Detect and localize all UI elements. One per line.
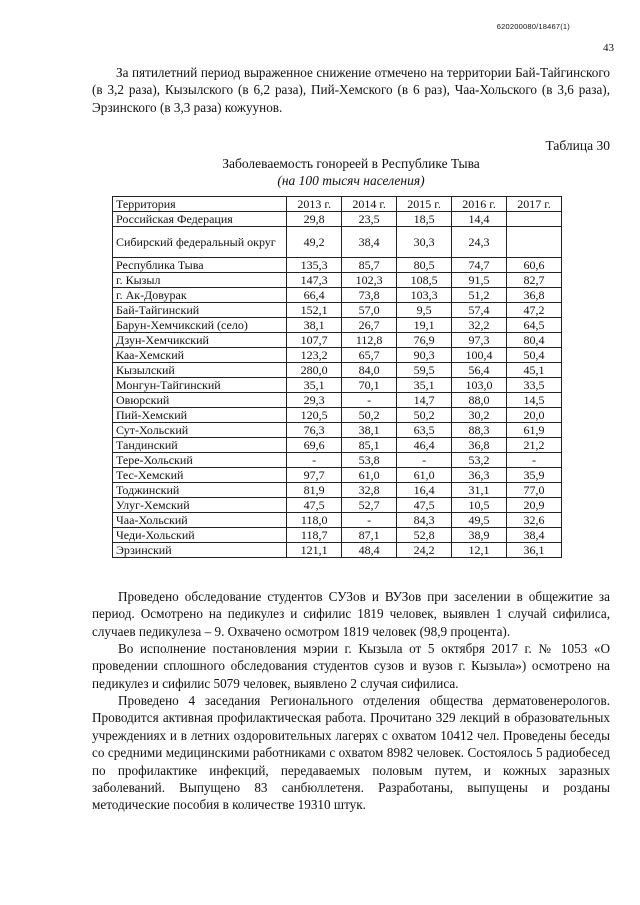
- value-cell: 60,6: [507, 258, 562, 273]
- table-row: [113, 378, 562, 393]
- territory-cell: Эрзинский: [113, 543, 287, 558]
- value-cell: 103,3: [397, 288, 452, 303]
- value-cell: 36,3: [452, 468, 507, 483]
- value-cell: 31,1: [452, 483, 507, 498]
- value-cell: 29,3: [287, 393, 342, 408]
- value-cell: 52,7: [342, 498, 397, 513]
- table-subtitle: (на 100 тысяч населения): [277, 173, 425, 188]
- value-cell: 38,4: [342, 227, 397, 258]
- value-cell: 35,1: [287, 378, 342, 393]
- table-title: Заболеваемость гонореей в Республике Тыва: [222, 156, 480, 171]
- value-cell: 107,7: [287, 333, 342, 348]
- value-cell: 57,4: [452, 303, 507, 318]
- territory-cell: Тес-Хемский: [113, 468, 287, 483]
- value-cell: 32,2: [452, 318, 507, 333]
- value-cell: 50,4: [507, 348, 562, 363]
- value-cell: -: [397, 453, 452, 468]
- value-cell: 57,0: [342, 303, 397, 318]
- value-cell: 56,4: [452, 363, 507, 378]
- value-cell: 16,4: [397, 483, 452, 498]
- value-cell: 21,2: [507, 438, 562, 453]
- territory-cell: Тере-Хольский: [113, 453, 287, 468]
- value-cell: 2017 г.: [507, 197, 562, 212]
- territory-cell: Сут-Хольский: [113, 423, 287, 438]
- value-cell: 103,0: [452, 378, 507, 393]
- value-cell: 73,8: [342, 288, 397, 303]
- value-cell: 61,9: [507, 423, 562, 438]
- value-cell: 84,3: [397, 513, 452, 528]
- value-cell: 84,0: [342, 363, 397, 378]
- table-row: [113, 273, 562, 288]
- value-cell: 29,8: [287, 212, 342, 227]
- value-cell: 108,5: [397, 273, 452, 288]
- value-cell: 63,5: [397, 423, 452, 438]
- value-cell: 61,0: [342, 468, 397, 483]
- value-cell: 88,3: [452, 423, 507, 438]
- intro-paragraph: За пятилетний период выраженное снижение отмечено на территории Бай-Тайгинского (в 3,2 раза), Кызылского (в 6,2 раза), Пий-Хемского (в 6 раз), Чаа-Хольского (в 3,6 раза), Эрзинского (в 3,3 раза) кожуунов.: [92, 65, 610, 115]
- value-cell: 65,7: [342, 348, 397, 363]
- value-cell: 36,8: [452, 438, 507, 453]
- value-cell: 10,5: [452, 498, 507, 513]
- table-row: [113, 227, 562, 258]
- value-cell: 9,5: [397, 303, 452, 318]
- value-cell: 76,3: [287, 423, 342, 438]
- territory-cell: Пий-Хемский: [113, 408, 287, 423]
- value-cell: 36,8: [507, 288, 562, 303]
- value-cell: 18,5: [397, 212, 452, 227]
- value-cell: 36,1: [507, 543, 562, 558]
- territory-cell: Улуг-Хемский: [113, 498, 287, 513]
- value-cell: 24,3: [452, 227, 507, 258]
- table-row: [113, 212, 562, 227]
- value-cell: 97,7: [287, 468, 342, 483]
- value-cell: 45,1: [507, 363, 562, 378]
- value-cell: 59,5: [397, 363, 452, 378]
- value-cell: 14,4: [452, 212, 507, 227]
- table-row: [113, 393, 562, 408]
- table-row: [113, 483, 562, 498]
- value-cell: 35,1: [397, 378, 452, 393]
- value-cell: 2014 г.: [342, 197, 397, 212]
- value-cell: 30,2: [452, 408, 507, 423]
- value-cell: 38,9: [452, 528, 507, 543]
- table-row: [113, 528, 562, 543]
- paragraph-2: Во исполнение постановления мэрии г. Кызыла от 5 октября 2017 г. № 1053 «О проведении сплошного обследования студентов сузов и вузов г. Кызыла») осмотрено на педикулез и сифилис 5079 человек, выявлено 2 случая сифилиса.: [92, 641, 610, 691]
- value-cell: 61,0: [397, 468, 452, 483]
- value-cell: 30,3: [397, 227, 452, 258]
- value-cell: 87,1: [342, 528, 397, 543]
- territory-cell: Российская Федерация: [113, 212, 287, 227]
- value-cell: 147,3: [287, 273, 342, 288]
- territory-cell: Территория: [113, 197, 287, 212]
- value-cell: 2016 г.: [452, 197, 507, 212]
- value-cell: 80,4: [507, 333, 562, 348]
- table-row: [113, 303, 562, 318]
- territory-cell: г. Ак-Довурак: [113, 288, 287, 303]
- value-cell: 69,6: [287, 438, 342, 453]
- value-cell: 120,5: [287, 408, 342, 423]
- table-row: [113, 438, 562, 453]
- table-row: [113, 453, 562, 468]
- value-cell: 38,1: [287, 318, 342, 333]
- page-number: 43: [603, 42, 614, 54]
- value-cell: 121,1: [287, 543, 342, 558]
- value-cell: 50,2: [397, 408, 452, 423]
- territory-cell: Бай-Тайгинский: [113, 303, 287, 318]
- value-cell: 23,5: [342, 212, 397, 227]
- territory-cell: Республика Тыва: [113, 258, 287, 273]
- value-cell: 49,2: [287, 227, 342, 258]
- value-cell: 46,4: [397, 438, 452, 453]
- value-cell: 102,3: [342, 273, 397, 288]
- value-cell: 51,2: [452, 288, 507, 303]
- value-cell: [507, 227, 562, 258]
- value-cell: 20,0: [507, 408, 562, 423]
- table-row: [113, 333, 562, 348]
- value-cell: 100,4: [452, 348, 507, 363]
- value-cell: 47,2: [507, 303, 562, 318]
- value-cell: 52,8: [397, 528, 452, 543]
- value-cell: 19,1: [397, 318, 452, 333]
- value-cell: 50,2: [342, 408, 397, 423]
- table-row: [113, 423, 562, 438]
- table-row: [113, 543, 562, 558]
- value-cell: 82,7: [507, 273, 562, 288]
- value-cell: 32,8: [342, 483, 397, 498]
- value-cell: 32,6: [507, 513, 562, 528]
- value-cell: -: [342, 513, 397, 528]
- value-cell: -: [507, 453, 562, 468]
- table-row: [113, 363, 562, 378]
- value-cell: [507, 212, 562, 227]
- territory-cell: Дзун-Хемчикский: [113, 333, 287, 348]
- table-header-row: [113, 197, 562, 212]
- value-cell: 53,8: [342, 453, 397, 468]
- territory-cell: Тоджинский: [113, 483, 287, 498]
- territory-cell: Барун-Хемчикский (село): [113, 318, 287, 333]
- value-cell: 70,1: [342, 378, 397, 393]
- value-cell: 123,2: [287, 348, 342, 363]
- value-cell: 66,4: [287, 288, 342, 303]
- value-cell: 2015 г.: [397, 197, 452, 212]
- value-cell: 12,1: [452, 543, 507, 558]
- paragraph-1: Проведено обследование студентов СУЗов и ВУЗов при заселении в общежитие за период. Осмотрено на педикулез и сифилис 1819 человек, выявлен 1 случай сифилиса, случаев педикулеза – 9. Охвачено осмотром 1819 человек (98,9 процента).: [92, 589, 610, 639]
- table-row: [113, 318, 562, 333]
- value-cell: 280,0: [287, 363, 342, 378]
- territory-cell: Овюрский: [113, 393, 287, 408]
- value-cell: 35,9: [507, 468, 562, 483]
- value-cell: 85,1: [342, 438, 397, 453]
- value-cell: 2013 г.: [287, 197, 342, 212]
- value-cell: 26,7: [342, 318, 397, 333]
- value-cell: 47,5: [397, 498, 452, 513]
- value-cell: -: [342, 393, 397, 408]
- value-cell: 135,3: [287, 258, 342, 273]
- value-cell: 38,4: [507, 528, 562, 543]
- value-cell: 90,3: [397, 348, 452, 363]
- value-cell: 118,7: [287, 528, 342, 543]
- table-label: Таблица 30: [545, 138, 610, 153]
- value-cell: 49,5: [452, 513, 507, 528]
- value-cell: -: [287, 453, 342, 468]
- value-cell: 112,8: [342, 333, 397, 348]
- value-cell: 88,0: [452, 393, 507, 408]
- table-row: [113, 348, 562, 363]
- value-cell: 48,4: [342, 543, 397, 558]
- value-cell: 152,1: [287, 303, 342, 318]
- table-row: [113, 498, 562, 513]
- value-cell: 24,2: [397, 543, 452, 558]
- territory-cell: Монгун-Тайгинский: [113, 378, 287, 393]
- territory-cell: Чеди-Хольский: [113, 528, 287, 543]
- value-cell: 77,0: [507, 483, 562, 498]
- table-row: [113, 408, 562, 423]
- table-row: [113, 258, 562, 273]
- value-cell: 14,7: [397, 393, 452, 408]
- territory-cell: г. Кызыл: [113, 273, 287, 288]
- territory-cell: Сибирский федеральный округ: [113, 227, 287, 258]
- table-row: [113, 288, 562, 303]
- territory-cell: Тандинский: [113, 438, 287, 453]
- value-cell: 74,7: [452, 258, 507, 273]
- value-cell: 38,1: [342, 423, 397, 438]
- value-cell: 80,5: [397, 258, 452, 273]
- value-cell: 14,5: [507, 393, 562, 408]
- territory-cell: Кызылский: [113, 363, 287, 378]
- value-cell: 64,5: [507, 318, 562, 333]
- value-cell: 118,0: [287, 513, 342, 528]
- paragraph-3: Проведено 4 заседания Регионального отделения общества дерматовенерологов. Проводится активная профилактическая работа. Прочитано 329 лекций в образовательных учреждениях и в летних оздоровительных лагерях с охватом 10412 чел. Проведены беседы со средними медицинскими работниками с охватом 8982 человек. Состоялось 5 радиобесед по профилактике инфекций, передаваемых половым путем, и кожных заразных заболеваний. Выпущено 83 санбюллетеня. Разработаны, выпущены и розданы методические пособия в количестве 19310 штук.: [92, 693, 610, 813]
- value-cell: 97,3: [452, 333, 507, 348]
- value-cell: 20,9: [507, 498, 562, 513]
- data-table: [112, 196, 562, 558]
- value-cell: 85,7: [342, 258, 397, 273]
- territory-cell: Чаа-Хольский: [113, 513, 287, 528]
- territory-cell: Каа-Хемский: [113, 348, 287, 363]
- value-cell: 33,5: [507, 378, 562, 393]
- document-id: 620200080/18467(1): [496, 22, 570, 31]
- table-row: [113, 513, 562, 528]
- value-cell: 81,9: [287, 483, 342, 498]
- value-cell: 76,9: [397, 333, 452, 348]
- value-cell: 53,2: [452, 453, 507, 468]
- value-cell: 47,5: [287, 498, 342, 513]
- value-cell: 91,5: [452, 273, 507, 288]
- table-row: [113, 468, 562, 483]
